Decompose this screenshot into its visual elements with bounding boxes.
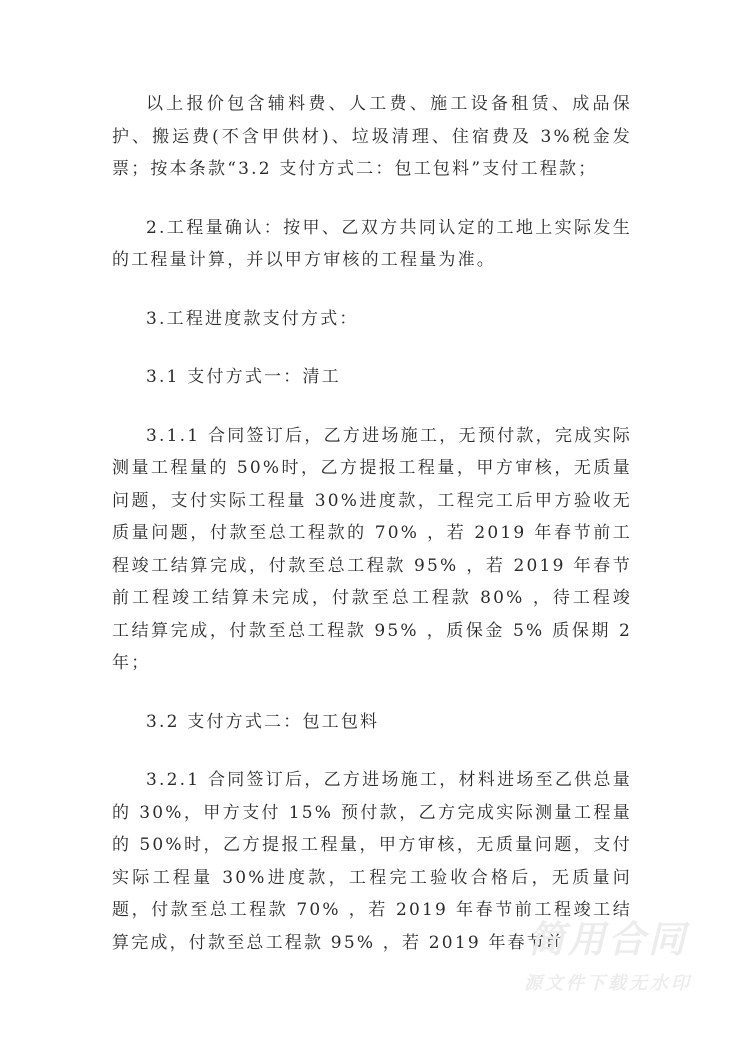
watermark	[508, 918, 708, 998]
watermark-subtitle: 源文件下载无水印	[524, 973, 692, 994]
paragraph-quantity-confirmation: 2.工程量确认：按甲、乙双方共同认定的工地上实际发生的工程量计算，并以甲方审核的工程量为准。	[112, 217, 632, 270]
paragraph-payment-method-2-heading: 3.2 支付方式二：包工包料	[146, 711, 380, 732]
paragraph-price-inclusions: 以上报价包含辅料费、人工费、施工设备租赁、成品保护、搬运费(不含甲供材)、垃圾清理、住宿费及 3%税金发票；按本条款“3.2 支付方式二：包工包料”支付工程款；	[112, 94, 632, 179]
paragraph-progress-payment-heading: 3.工程进度款支付方式：	[146, 308, 359, 329]
paragraph-clause-3-1-1: 3.1.1 合同签订后，乙方进场施工，无预付款，完成实际测量工程量的 50%时，乙方提报工程量，甲方审核，无质量问题，支付实际工程量 30%进度款，工程完工后甲方验收无质量问题，付款至总工程款的 70% ，若 2019 年春节前工程竣工结算完成，付款至总工程款 95% ，若 2019 年春节前工程竣工结算未完成，付款至总工程款 80% ，待工程竣工结算完成，付款至总工程款 95% ，质保金 5% 质保期 2 年；	[112, 425, 632, 673]
paragraph-clause-3-2-1: 3.2.1 合同签订后，乙方进场施工，材料进场至乙供总量的 30%，甲方支付 15% 预付款，乙方完成实际测量工程量的 50%时，乙方提报工程量，甲方审核，无质量问题，支付实际工程量 30%进度款，工程完工验收合格后，无质量问题，付款至总工程款 70% ，若 2019 年春节前工程竣工结算完成，付款至总工程款 95% ，若 2019 年春节前	[112, 770, 632, 953]
watermark-title: 简用合同	[528, 918, 688, 961]
document-body	[112, 88, 632, 985]
paragraph-payment-method-1-heading: 3.1 支付方式一：清工	[146, 367, 341, 387]
